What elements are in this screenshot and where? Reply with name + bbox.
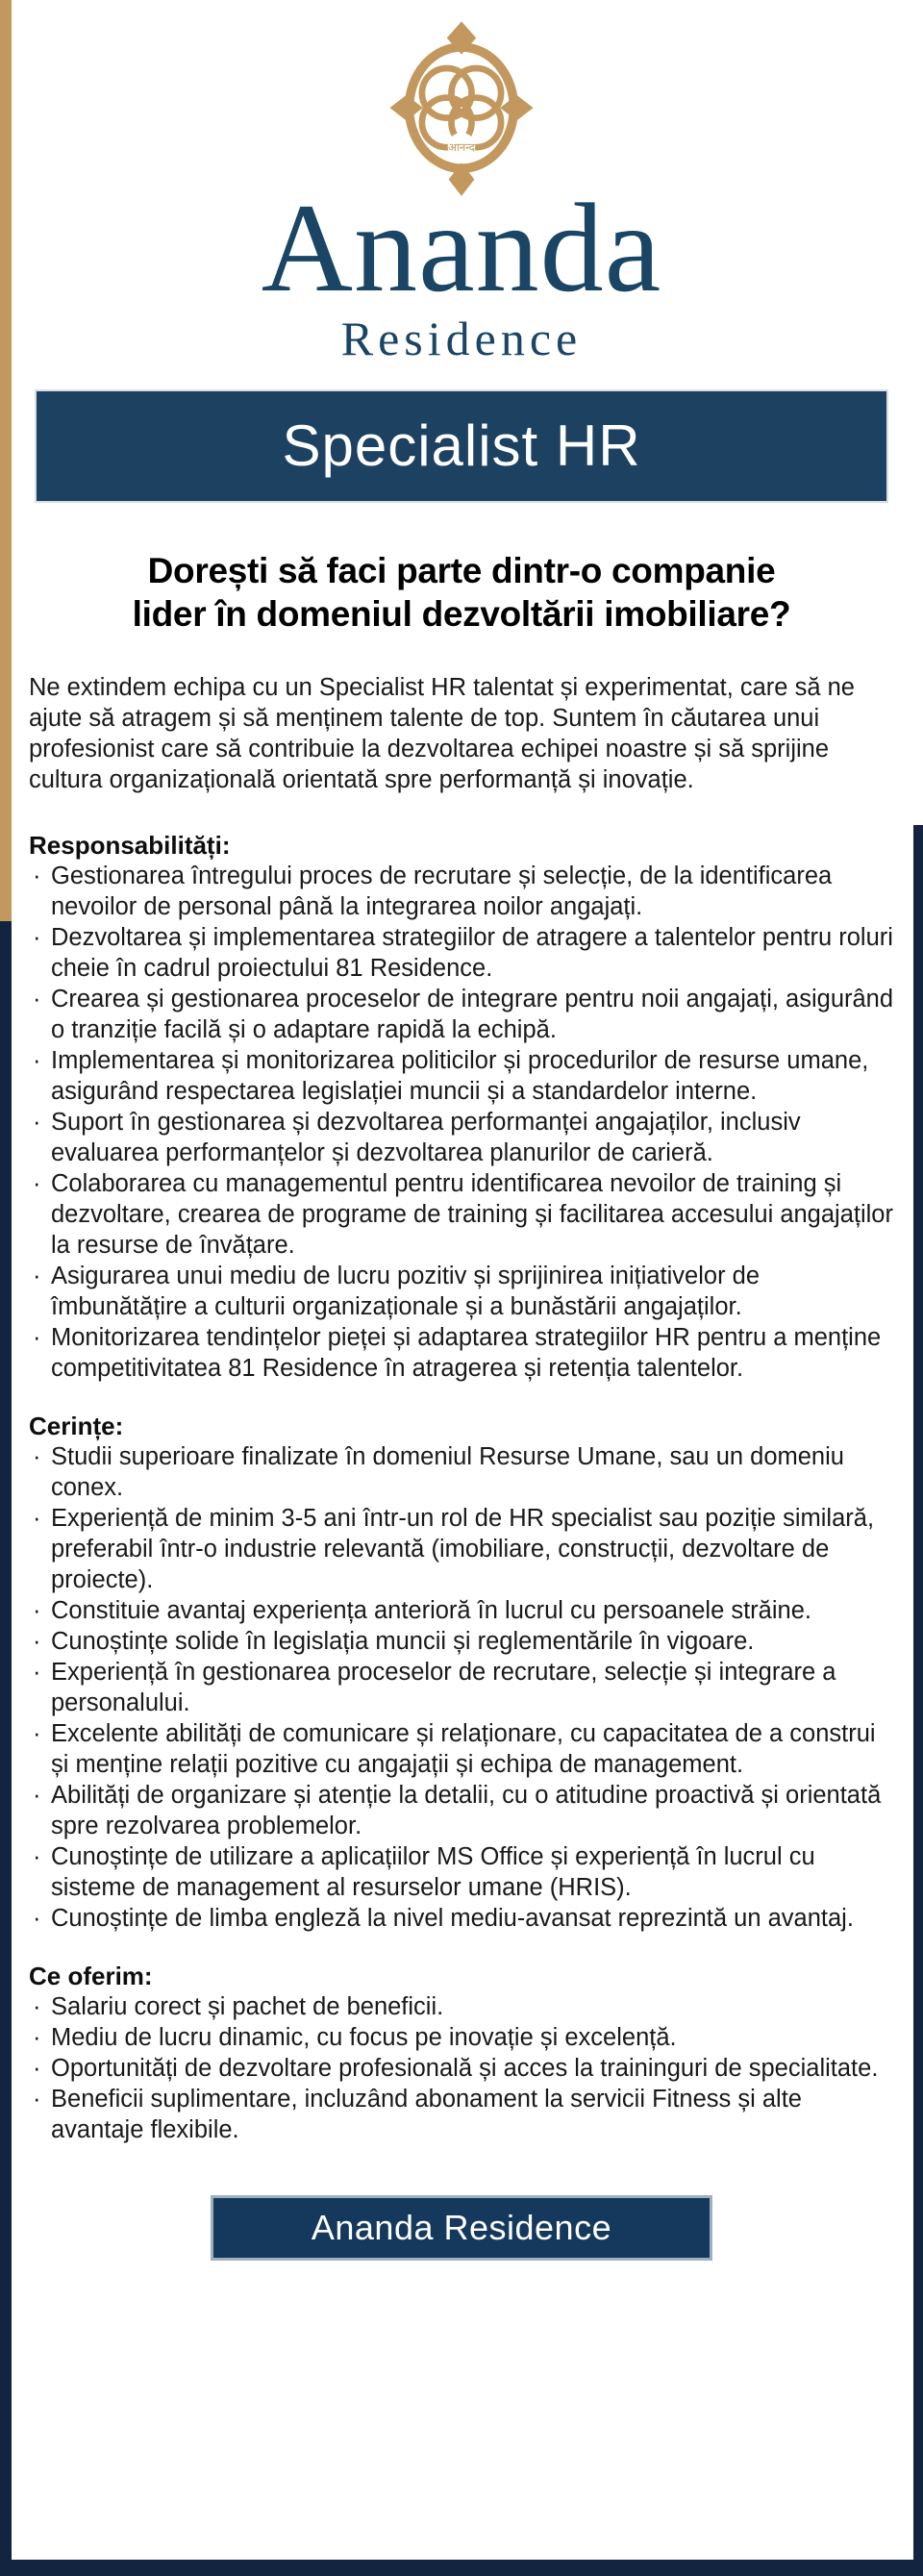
list-item [29,2053,898,2084]
bullet-dot: · [33,1046,41,1074]
left-navy-stripe [0,921,12,2576]
list-item-text: Asigurarea unui mediu de lucru pozitiv și sprijinirea inițiativelor de îmbunătățire a culturii organizaționale și a bunăstării angajaților. [51,1262,761,1320]
right-navy-stripe [913,825,923,2576]
headline-line-2: lider în domeniul dezvoltării imobiliare? [132,593,791,634]
bullet-dot: · [33,1169,41,1197]
list-item-text: Studii superioare finalizate în domeniul Resurse Umane, sau un domeniu conex. [51,1442,844,1501]
bullet-dot: · [33,1262,41,1289]
bullet-dot: · [33,1842,41,1870]
headline [15,549,908,636]
list-item [29,1168,898,1261]
headline-line-1: Dorești să faci parte dintr-o companie [147,550,776,590]
list-item-text: Abilități de organizare și atenție la detalii, cu o atitudine proactivă și orientată spre rezolvarea problemelor. [51,1781,882,1839]
bullet-dot: · [33,862,41,889]
list-item-text: Excelente abilități de comunicare și relaționare, cu capacitatea de a construi și menține relații pozitive cu angajații și echipa de management. [51,1719,876,1778]
brand-name: Ananda [261,177,662,318]
job-title: Specialist HR [282,413,641,478]
list-item [29,1657,898,1718]
bottom-navy-bar [0,2560,923,2576]
footer-brand-button[interactable] [211,2195,712,2261]
bullet-dot: · [33,1108,41,1136]
list-item [29,1322,898,1384]
list-item-text: Constituie avantaj experiența anterioră în lucrul cu persoanele străine. [51,1596,811,1624]
bullet-dot: · [33,2085,41,2113]
bullet-dot: · [33,1442,41,1470]
footer-brand-button-label: Ananda Residence [311,2207,612,2247]
list-item [29,1107,898,1168]
list-item-text: Cunoștințe de utilizare a aplicațiilor MS Office și experiență în lucrul cu sisteme de management al resurselor umane (HRIS). [51,1842,815,1901]
ananda-ornament-icon [379,17,544,202]
list-item-text: Crearea și gestionarea proceselor de integrare pentru noii angajați, asigurând o tranziție facilă și o adaptare rapidă la echipă. [51,985,894,1043]
list-item [29,1991,898,2022]
list-item [29,1261,898,1322]
list-item-text: Salariu corect și pachet de beneficii. [51,1992,444,2020]
bullet-dot: · [33,1323,41,1351]
bullet-dot: · [33,1596,41,1624]
list-item [29,1045,898,1107]
list-item [29,2084,898,2145]
requirements-list [29,1441,898,1934]
list-item-text: Colaborarea cu managementul pentru identificarea nevoilor de training și dezvoltare, crearea de programe de training și facilitarea accesului angajaților la resurse de învățare. [51,1169,893,1259]
brand-header [0,0,923,364]
brand-subtitle: Residence [340,312,583,365]
list-item-text: Oportunități de dezvoltare profesională și acces la traininguri de specialitate. [51,2054,879,2082]
list-item [29,1595,898,1626]
list-item [29,1503,898,1595]
responsibilities-list [29,861,898,1384]
bullet-dot: · [33,1504,41,1532]
job-title-banner [35,389,888,503]
list-item [29,1841,898,1903]
offer-list [29,1991,898,2145]
list-item-text: Experiență de minim 3-5 ani într-un rol de HR specialist sau poziție similară, preferabil într-o industrie relevantă (imobiliare, construcții, dezvoltare de proiecte). [51,1504,875,1593]
bullet-dot: · [33,1719,41,1747]
section-heading-responsibilities: Responsabilități: [29,830,231,860]
list-item-text: Dezvoltarea și implementarea strategiilor de atragere a talentelor pentru roluri cheie în cadrul proiectului 81 Residence. [51,923,893,982]
bullet-dot: · [33,2023,41,2051]
bullet-dot: · [33,985,41,1013]
list-item [29,922,898,984]
list-item-text: Implementarea și monitorizarea politicilor și procedurilor de resurse umane, asigurând respectarea legislației muncii și a standardelor interne. [51,1046,869,1105]
list-item-text: Gestionarea întregului proces de recrutare și selecție, de la identificarea nevoilor de personal până la integrarea noilor angajați. [51,862,833,920]
list-item [29,1626,898,1657]
left-gold-stripe [0,0,12,921]
bullet-dot: · [33,923,41,951]
list-item [29,984,898,1045]
list-item [29,861,898,922]
logo-devanagari-text: आनन्द [448,142,475,154]
list-item-text: Beneficii suplimentare, incluzând abonament la servicii Fitness și alte avantaje flexibile. [51,2085,802,2143]
list-item-text: Cunoștințe de limba engleză la nivel mediu-avansat reprezintă un avantaj. [51,1904,854,1932]
bullet-dot: · [33,1658,41,1686]
list-item-text: Experiență în gestionarea proceselor de recrutare, selecție și integrare a personalului. [51,1658,836,1716]
list-item-text: Monitorizarea tendințelor pieței și adaptarea strategiilor HR pentru a menține competitivitatea 81 Residence în atragerea și retenția talentelor. [51,1323,882,1382]
list-item [29,1441,898,1503]
list-item-text: Cunoștințe solide în legislația muncii și reglementările în vigoare. [51,1627,755,1655]
body-content [0,672,923,2145]
bullet-dot: · [33,1781,41,1809]
bullet-dot: · [33,1992,41,2020]
list-item [29,2022,898,2053]
list-item-text: Mediu de lucru dinamic, cu focus pe inovație și excelență. [51,2023,677,2051]
list-item [29,1903,898,1934]
list-item-text: Suport în gestionarea și dezvoltarea performanței angajaților, inclusiv evaluarea performanțelor și dezvoltarea planurilor de carieră. [51,1108,801,1166]
section-heading-requirements: Cerințe: [29,1411,124,1440]
list-item [29,1780,898,1841]
section-heading-offer: Ce oferim: [29,1961,153,1990]
bullet-dot: · [33,1904,41,1932]
bullet-dot: · [33,2054,41,2082]
intro-paragraph: Ne extindem echipa cu un Specialist HR talentat și experimentat, care să ne ajute să atragem și să menținem talente de top. Suntem în căutarea unui profesionist care să contribuie la dezvoltarea echipei noastre și să sprijine cultura organizațională orientată spre performanță și inovație. [29,673,855,793]
list-item [29,1718,898,1780]
bullet-dot: · [33,1627,41,1655]
